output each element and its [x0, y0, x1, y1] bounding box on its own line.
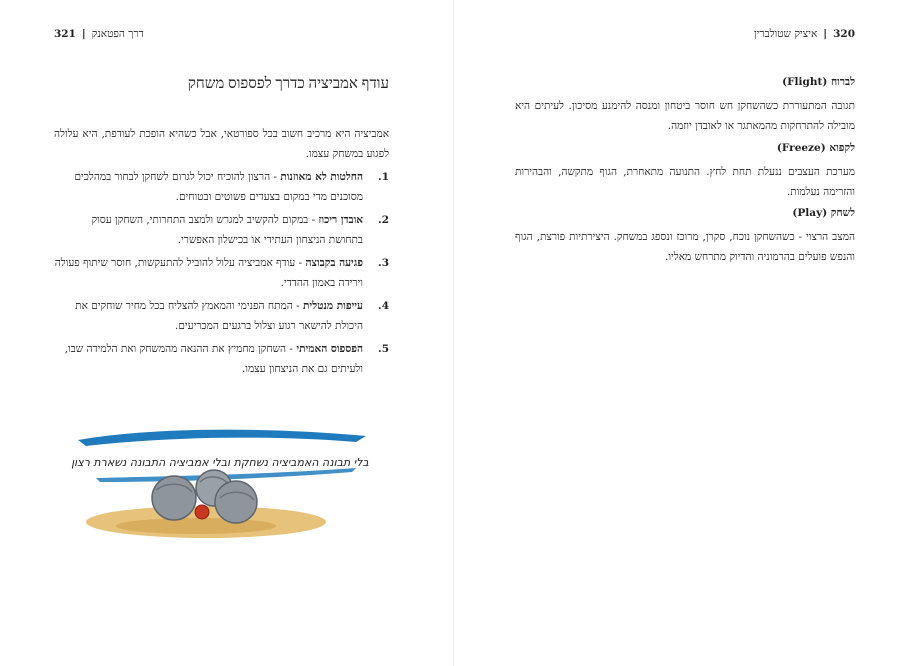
- illustration-caption: בלי תבונה האמביציה נשחקת ובלי אמביציה התבונה נשארת רצון: [71, 456, 369, 469]
- left-page-header: [54, 28, 144, 40]
- item-number: 2.: [378, 214, 389, 226]
- running-title: דרך הפטאנק: [91, 28, 144, 40]
- item-number: 1.: [378, 171, 389, 183]
- item-term: עייפות מנטלית: [303, 300, 363, 312]
- list-item: [54, 167, 389, 207]
- item-text: - המתח הפנימי והמאמץ להצליח בכל מחיר שוחקים את היכולת להישאר רגוע וצלול ברגעים המכריעים.: [75, 300, 363, 332]
- item-term: החלטות לא מאוזנות: [280, 171, 363, 183]
- item-text: - עודף אמביציה עלול להוביל להתעקשות, חוסר שיתוף פעולה וירידה באמון ההדדי.: [54, 257, 363, 289]
- item-number: 4.: [378, 300, 389, 312]
- section-heading-play: לשחק (Play): [792, 207, 855, 219]
- page-number: 320: [833, 28, 855, 40]
- section-text-play: המצב הרצוי - כשהשחקן נוכח, סקרן, מרוכז ונספג במשחק. היצירתיות פורצת, הגוף והנפש פועלים בהרמוניה והדיוק מתרחש מאליו.: [515, 231, 855, 263]
- item-term: הפספוס האמיתי: [296, 343, 363, 355]
- numbered-list: [54, 167, 389, 382]
- item-text: - במקום להקשיב למגרש ולמצב התחרותי, השחקן עסוק בתחושת הניצחון העתידי או בכישלון האפשרי.: [91, 214, 363, 246]
- petanque-illustration: [56, 418, 370, 548]
- intro-paragraph: אמביציה היא מרכיב חשוב בכל ספורטאי, אבל כשהיא הופכת לעודפת, היא עלולה לפגוע במשחק עצמו.: [54, 128, 389, 160]
- list-item: [54, 210, 389, 250]
- item-number: 3.: [378, 257, 389, 269]
- item-term: אובדן ריכוז: [318, 214, 363, 226]
- boule-ball-left: [152, 476, 196, 520]
- item-text: - הרצון להוכיח יכול לגרום לשחקן לבחור במהלכים מסוכנים מדי במקום בצעדים פשוטים ובטוחים.: [74, 171, 363, 203]
- right-page: [454, 0, 907, 666]
- section-text-flight: תגובה המתעוררת כשהשחקן חש חוסר ביטחון ומנסה להימנע מסיכון. לעיתים היא מובילה להתרחקות מהמאתגר או לאובדן יוזמה.: [515, 100, 855, 132]
- left-page: [0, 0, 453, 666]
- section-heading-flight: לברוח (Flight): [782, 76, 855, 88]
- header-separator: |: [823, 28, 828, 40]
- item-number: 5.: [378, 343, 389, 355]
- item-term: פגיעה בקבוצה: [305, 257, 363, 269]
- page-number: 321: [54, 28, 76, 40]
- list-item: [54, 339, 389, 379]
- boule-ball-right: [215, 481, 257, 523]
- section-text-freeze: מערכת העצבים ננעלת תחת לחץ. התנועה מתאחרת, הגוף מתקשה, והבהירות והזרימה נעלמות.: [515, 166, 855, 198]
- header-separator: |: [81, 28, 86, 40]
- running-title: איציק שטולברין: [753, 28, 818, 40]
- brush-stroke-top: [78, 430, 366, 446]
- list-item: [54, 253, 389, 293]
- sand-shadow: [116, 518, 276, 534]
- section-title: עודף אמביציה כדרך לפספוס משחק: [187, 76, 389, 92]
- list-item: [54, 296, 389, 336]
- right-page-header: [754, 28, 855, 40]
- item-text: - השחקן מחמיץ את ההנאה מהמשחק ואת הלמידה שבו, ולעיתים גם את הניצחון עצמו.: [64, 343, 363, 375]
- section-heading-freeze: לקפוא (Freeze): [776, 142, 855, 154]
- jack-ball: [195, 505, 209, 519]
